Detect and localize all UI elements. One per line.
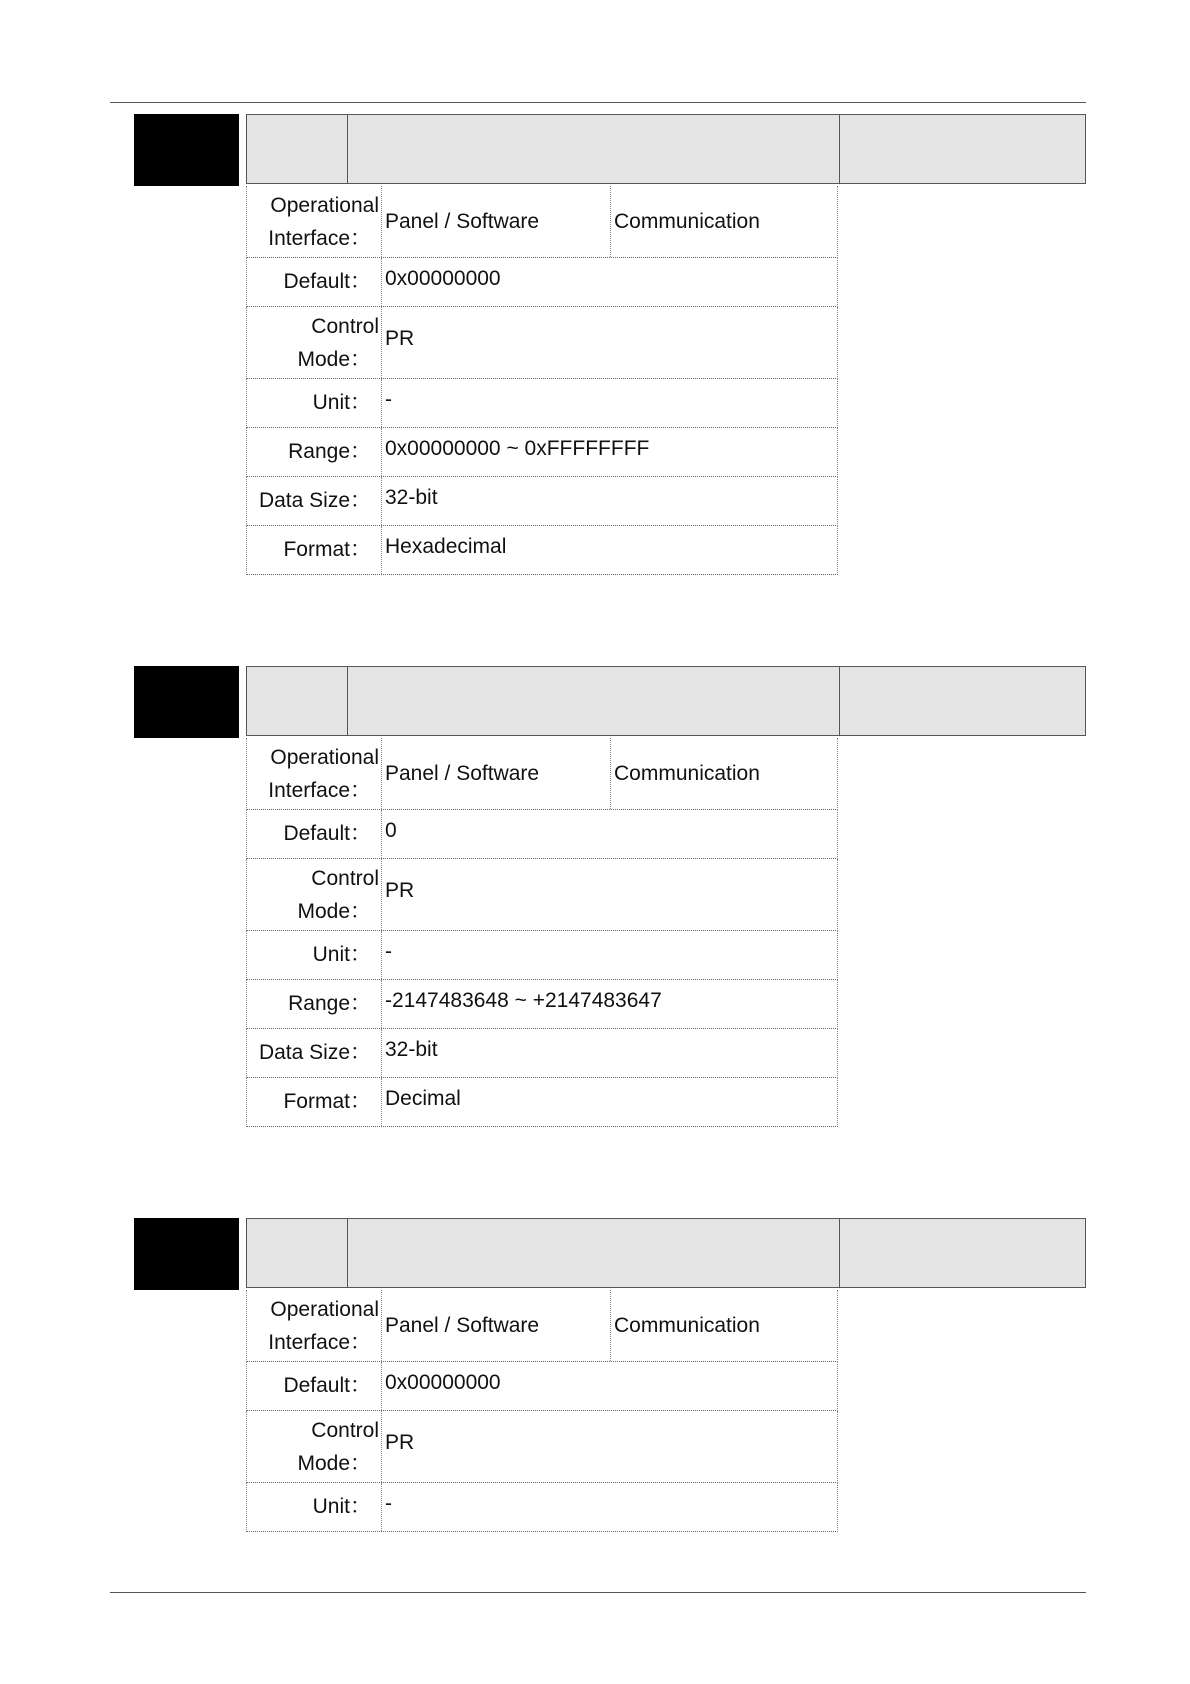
row-range [246,980,838,1029]
header-cell-name [347,115,840,183]
row-control-mode [246,307,838,379]
row-unit [246,1483,838,1532]
value-unit: - [385,1492,392,1515]
value-data-size: 32-bit [385,486,438,509]
parameter-code-tab [134,114,239,186]
row-data-size [246,477,838,526]
parameter-header [246,114,1086,184]
value-format: Decimal [385,1087,461,1110]
row-unit [246,379,838,428]
row-default [246,810,838,859]
label-data-size: Data Size： [247,1029,382,1077]
header-cell-address [839,1219,1085,1287]
parameter-block-1 [0,114,1190,561]
header-cell-name [347,667,840,735]
row-control-mode [246,1411,838,1483]
row-control-mode [246,859,838,931]
header-cell-code [247,1219,348,1287]
header-cell-code [247,667,348,735]
value-panel-software: Panel / Software [382,1290,611,1361]
value-operational-interface [382,738,837,809]
value-communication: Communication [614,1313,760,1337]
row-operational-interface [246,1290,838,1362]
label-unit: Unit： [247,931,382,979]
row-format [246,1078,838,1127]
value-communication: Communication [614,761,760,785]
value-default: 0x00000000 [385,1371,501,1394]
value-control-mode: PR [385,1431,415,1454]
label-operational-interface: Operational Interface： [247,738,382,809]
row-operational-interface [246,738,838,810]
label-operational-interface: Operational Interface： [247,186,382,257]
row-format [246,526,838,575]
row-default [246,258,838,307]
label-operational-interface: Operational Interface： [247,1290,382,1361]
parameter-block-3 [0,1218,1190,1518]
value-format: Hexadecimal [385,535,507,558]
label-format: Format： [247,1078,382,1126]
parameter-header [246,666,1086,736]
label-control-mode: Control Mode： [247,859,382,930]
row-range [246,428,838,477]
label-unit: Unit： [247,379,382,427]
label-format: Format： [247,526,382,574]
value-panel-software: Panel / Software [382,186,611,257]
value-range: -2147483648 ~ +2147483647 [385,989,662,1012]
header-cell-name [347,1219,840,1287]
parameter-table [246,1290,838,1532]
value-data-size: 32-bit [385,1038,438,1061]
value-range: 0x00000000 ~ 0xFFFFFFFF [385,437,650,460]
label-unit: Unit： [247,1483,382,1531]
bottom-rule [110,1592,1086,1593]
row-data-size [246,1029,838,1078]
parameter-table [246,186,838,575]
label-default: Default： [247,258,382,306]
value-default: 0 [385,819,397,842]
value-control-mode: PR [385,327,415,350]
value-operational-interface [382,186,837,257]
label-control-mode: Control Mode： [247,307,382,378]
row-operational-interface [246,186,838,258]
parameter-header [246,1218,1086,1288]
value-unit: - [385,388,392,411]
label-range: Range： [247,428,382,476]
parameter-code-tab [134,666,239,738]
top-rule [110,102,1086,103]
header-cell-address [839,115,1085,183]
value-panel-software: Panel / Software [382,738,611,809]
value-operational-interface [382,1290,837,1361]
parameter-code-tab [134,1218,239,1290]
parameter-table [246,738,838,1127]
header-cell-code [247,115,348,183]
label-range: Range： [247,980,382,1028]
value-unit: - [385,940,392,963]
parameter-block-2 [0,666,1190,1113]
label-default: Default： [247,810,382,858]
value-default: 0x00000000 [385,267,501,290]
value-communication: Communication [614,209,760,233]
row-default [246,1362,838,1411]
label-data-size: Data Size： [247,477,382,525]
header-cell-address [839,667,1085,735]
label-control-mode: Control Mode： [247,1411,382,1482]
row-unit [246,931,838,980]
value-control-mode: PR [385,879,415,902]
label-default: Default： [247,1362,382,1410]
